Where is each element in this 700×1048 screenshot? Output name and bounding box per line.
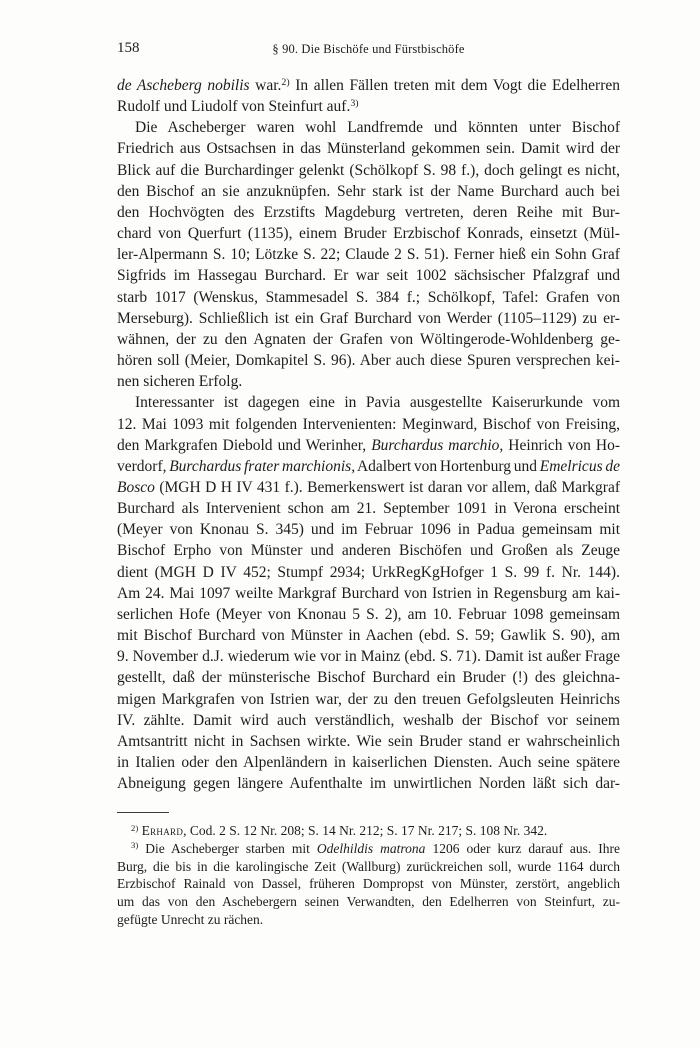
body-line [117,731,620,752]
line-text: den Bischof an sie anzuknüpfen. Sehr stark ist der Name Burchard auch bei [117,182,621,200]
footnote [117,840,620,929]
body-line [117,752,620,773]
line-text: migen Markgrafen von Istrien war, der zu den treuen Gefolgsleuten Heinrichs [117,690,621,708]
line-text: Merseburg). Schließlich ist ein Graf Burchard von Werder (1105–1129) zu er- [117,309,620,327]
body-line [117,646,620,667]
line-text: Friedrich aus Ostsachsen in das Münsterland gekommen sein. Damit wird der [117,140,620,158]
footnote-marker: 3) [131,840,139,851]
body-line [117,519,620,540]
body-line [117,160,620,181]
line-text [131,823,547,838]
footnote-marker: 3) [350,98,359,110]
line-text: Erzbischof Rainald von Dassel, früheren Dompropst von Münster, zerstört, angeblich [117,876,621,892]
body-line [117,477,620,498]
body-line [117,540,620,561]
footnote-line [117,840,620,858]
body-line [117,138,620,159]
body-line [117,96,620,117]
body-line [117,371,620,392]
line-text: ler-Alpermann S. 10; Lötzke S. 22; Claude 2 S. 51). Ferner hieß ein Sohn Graf [117,246,620,264]
body-line [117,435,620,456]
line-text: wähnen, der zu den Agnaten der Grafen von Wöltingerode-Wohldenberg ge- [117,330,621,348]
body-line [117,265,620,286]
body-line [117,414,620,435]
line-text: Interessanter ist dagegen eine in Pavia ausgestellte Kaiserurkunde vom [135,394,621,412]
body-line [117,583,620,604]
body-line [117,562,620,583]
line-text: 9. November d.J. wiederum wie vor in Mainz (ebd. S. 71). Damit ist außer Frage [117,648,621,666]
line-text: Am 24. Mai 1097 weilte Markgraf Burchard von Istrien in Regensburg am kai- [117,584,620,602]
text-segment: den Markgrafen Diebold und Werinher, [117,436,372,454]
line-text [117,77,620,94]
line-text: serlichen Hofe (Meyer von Knonau 5 S. 2), am 10. Februar 1098 gemeinsam [117,605,621,623]
line-text: Blick auf die Burchardinger gelenkt (Schölkopf S. 98 f.), doch gelingt es nicht, [117,161,621,179]
italic-text: Odelhildis matrona [316,840,426,856]
body-line [117,223,620,244]
footnote-line [117,822,620,840]
body-line [117,498,620,519]
text-segment: Rudolf und Liudolf von Steinfurt auf. [117,98,351,116]
body-line [117,710,620,731]
text-segment: (MGH D H IV 431 f.). Bemerkenswert ist daran vor allem, daß Markgraf [154,478,620,496]
body-line [117,329,620,350]
italic-text: Burchardus frater marchionis, [169,457,356,475]
body-line [117,181,620,202]
body-line [117,625,620,646]
body-line [117,456,620,477]
footnote-line [117,875,620,893]
body-line [117,75,620,96]
line-text: Amtsantritt nicht in Sachsen wirkte. Wie sein Bruder stand er wahrscheinlich [117,732,620,750]
body-text [117,75,620,794]
body-line [117,604,620,625]
line-text: Burchard als Intervenient schon am 21. September 1091 in Verona erscheint [117,500,620,518]
text-segment: verdorf, [117,457,170,475]
body-line [117,350,620,371]
footnote-marker: 2) [281,77,290,89]
body-paragraph [117,392,620,794]
line-text: Burg, die bis in die karolingische Zeit (Wallburg) zurückreichen soll, wurde 1164 durch [117,858,621,874]
italic-text: Bosco [117,478,155,496]
footnote-rule [117,812,169,813]
line-text: Die Ascheberger waren wohl Landfremde und könnten unter Bischof [135,119,620,137]
line-text: den Hochvögten des Erzstifts Magdeburg vertreten, deren Reihe mit Bur- [117,203,620,221]
page-header [117,39,620,59]
body-paragraph [117,75,620,117]
line-text: um das von den Aschebergern seinen Verwandten, den Edelherren von Steinfurt, zu- [117,894,620,910]
line-text: 12. Mai 1093 mit folgenden Intervenienten: Meginward, Bischof von Freising, [117,415,621,433]
line-text: Bischof Erpho von Münster und anderen Bischöfen und Großen als Zeuge [117,542,620,560]
line-text: hören soll (Meier, Domkapitel S. 96). Aber auch diese Spuren versprechen kei- [117,352,620,370]
text-segment: Heinrich von Ho- [503,436,620,454]
italic-text: de Ascheberg nobilis [117,77,250,94]
line-text [117,458,620,475]
line-text: chard von Querfurt (1135), einem Bruder Erzbischof Konrads, einsetzt (Mül- [117,225,620,243]
line-text: gestellt, daß der münsterische Bischof Burchard ein Bruder (!) des gleichna- [117,669,621,687]
body-paragraph [117,117,620,392]
footnote-line [117,893,620,911]
page-number: 158 [117,40,140,56]
line-text: IV. zählte. Damit wird auch verständlich, weshalb der Bischof vor seinem [117,711,620,729]
line-text: Sigfrids im Hassegau Burchard. Er war seit 1002 sächsischer Pfalzgraf und [117,267,620,285]
body-line [117,308,620,329]
italic-text: Burchardus marchio, [371,436,504,454]
footnote-marker: 2) [131,822,139,833]
text-segment: Die Ascheberger starben mit [138,840,317,856]
text-segment: 1206 oder kurz darauf aus. Ihre [425,840,621,856]
footnote-line [117,858,620,876]
text-segment: In allen Fällen treten mit dem Vogt die Edelherren [289,77,621,94]
running-title: § 90. Die Bischöfe und Fürstbischöfe [272,42,465,56]
text-segment: war. [249,77,282,94]
body-line [117,202,620,223]
line-text: starb 1017 (Wenskus, Stammesadel S. 384 f.; Schölkopf, Tafel: Grafen von [117,288,621,306]
footnotes [117,822,620,929]
line-text: in Italien oder den Alpenländern in kaiserlichen Diensten. Auch seine spätere [117,754,620,771]
line-text [117,437,620,454]
text-segment: Adalbert von Hortenburg und [355,457,540,475]
body-line [117,689,620,710]
body-line [117,287,620,308]
line-text: dient (MGH D IV 452; Stumpf 2934; UrkRegKgHofger 1 S. 99 f. Nr. 144). [117,563,620,581]
italic-text: Emelricus de [539,457,620,475]
body-line [117,667,620,688]
body-line [117,392,620,413]
line-text: Abneigung gegen längere Aufenthalte im unwirtlichen Norden läßt sich dar- [117,775,620,793]
footnote [117,822,620,840]
small-caps-name: Erhard [141,823,184,838]
body-line [117,117,620,138]
line-text: (Meyer von Knonau S. 345) und im Februar 1096 in Padua gemeinsam mit [117,521,621,539]
line-text: gefügte Unrecht zu rächen. [117,911,264,927]
line-text [131,841,620,856]
line-text [117,98,359,115]
line-text: mit Bischof Burchard von Münster in Aachen (ebd. S. 59; Gawlik S. 90), am [117,627,620,645]
line-text [117,479,620,496]
body-line [117,244,620,265]
footnote-line [117,911,620,929]
body-line [117,773,620,794]
text-segment: , Cod. 2 S. 12 Nr. 208; S. 14 Nr. 212; S. 17 Nr. 217; S. 108 Nr. 342. [183,823,548,838]
line-text: nen sicheren Erfolg. [117,373,243,391]
